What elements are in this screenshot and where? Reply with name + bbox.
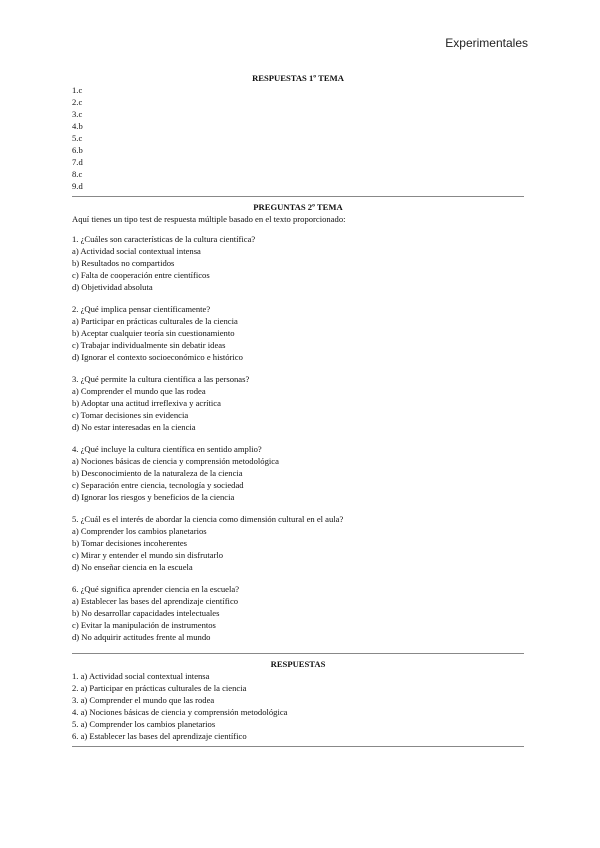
question-option: b) Resultados no compartidos [72, 258, 175, 268]
question-option: c) Mirar y entender el mundo sin disfrutarlo [72, 550, 224, 560]
question-option: a) Comprender el mundo que las rodea [72, 386, 206, 396]
question-option: b) No desarrollar capacidades intelectuales [72, 608, 220, 618]
answer-item: 7.d [72, 157, 83, 167]
question-option: c) Tomar decisiones sin evidencia [72, 410, 189, 420]
question-option: a) Participar en prácticas culturales de la ciencia [72, 316, 238, 326]
question-option: a) Nociones básicas de ciencia y comprensión metodológica [72, 456, 279, 466]
question-text: 5. ¿Cuál es el interés de abordar la ciencia como dimensión cultural en el aula? [72, 514, 344, 524]
question-text: 4. ¿Qué incluye la cultura científica en sentido amplio? [72, 444, 262, 454]
section-divider [72, 746, 524, 747]
answer-item: 3. a) Comprender el mundo que las rodea [72, 695, 215, 705]
question-block [72, 583, 524, 643]
question-option: a) Comprender los cambios planetarios [72, 526, 207, 536]
question-option: d) No estar interesadas en la ciencia [72, 422, 196, 432]
answer-item: 9.d [72, 181, 83, 191]
question-option: c) Evitar la manipulación de instrumentos [72, 620, 216, 630]
question-option: b) Adoptar una actitud irreflexiva y acrítica [72, 398, 221, 408]
question-text: 6. ¿Qué significa aprender ciencia en la escuela? [72, 584, 240, 594]
question-option: d) No enseñar ciencia en la escuela [72, 562, 193, 572]
question-option: b) Tomar decisiones incoherentes [72, 538, 187, 548]
section-divider [72, 653, 524, 654]
answer-item: 8.c [72, 169, 83, 179]
answer-item: 4.b [72, 121, 83, 131]
answer-item: 5. a) Comprender los cambios planetarios [72, 719, 216, 729]
question-text: 2. ¿Qué implica pensar científicamente? [72, 304, 211, 314]
section-divider [72, 196, 524, 197]
answer-item: 3.c [72, 109, 83, 119]
question-option: a) Actividad social contextual intensa [72, 246, 201, 256]
document-body [72, 72, 524, 751]
respuestas-2-list [72, 670, 524, 742]
question-option: d) Objetividad absoluta [72, 282, 153, 292]
page-header-label: Experimentales [445, 36, 528, 50]
respuestas-1-list [72, 84, 524, 192]
question-option: c) Falta de cooperación entre científicos [72, 270, 210, 280]
question-option: d) Ignorar el contexto socioeconómico e histórico [72, 352, 243, 362]
question-option: c) Separación entre ciencia, tecnología y sociedad [72, 480, 244, 490]
question-block [72, 233, 524, 293]
answer-item: 4. a) Nociones básicas de ciencia y comprensión metodológica [72, 707, 288, 717]
answer-item: 5.c [72, 133, 83, 143]
question-text: 3. ¿Qué permite la cultura científica a las personas? [72, 374, 250, 384]
preguntas-2-intro: Aquí tienes un tipo test de respuesta múltiple basado en el texto proporcionado: [72, 214, 346, 224]
answer-item: 2. a) Participar en prácticas culturales de la ciencia [72, 683, 247, 693]
respuestas-1-title: RESPUESTAS 1º TEMA [252, 73, 344, 83]
question-option: d) Ignorar los riesgos y beneficios de la ciencia [72, 492, 235, 502]
question-option: d) No adquirir actitudes frente al mundo [72, 632, 211, 642]
answer-item: 1.c [72, 85, 83, 95]
question-block [72, 303, 524, 363]
question-block [72, 373, 524, 433]
answer-item: 6. a) Establecer las bases del aprendizaje científico [72, 731, 247, 741]
question-block [72, 443, 524, 503]
question-block [72, 513, 524, 573]
question-text: 1. ¿Cuáles son características de la cultura científica? [72, 234, 256, 244]
question-option: c) Trabajar individualmente sin debatir ideas [72, 340, 226, 350]
answer-item: 1. a) Actividad social contextual intensa [72, 671, 210, 681]
question-option: b) Desconocimiento de la naturaleza de la ciencia [72, 468, 243, 478]
answer-item: 2.c [72, 97, 83, 107]
preguntas-2-title: PREGUNTAS 2º TEMA [253, 202, 343, 212]
question-option: b) Aceptar cualquier teoría sin cuestionamiento [72, 328, 235, 338]
question-option: a) Establecer las bases del aprendizaje científico [72, 596, 239, 606]
respuestas-2-title: RESPUESTAS [270, 659, 326, 669]
answer-item: 6.b [72, 145, 83, 155]
